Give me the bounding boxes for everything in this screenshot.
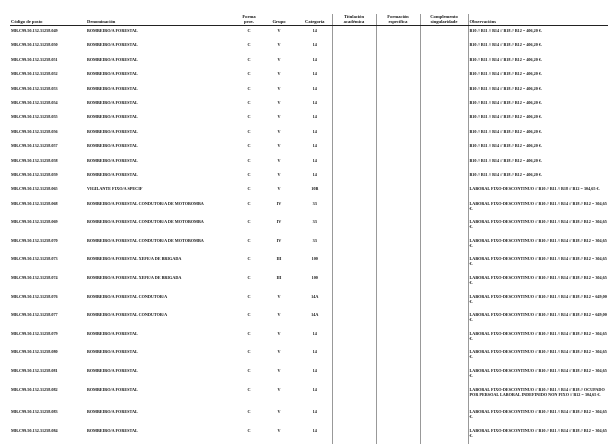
cell-denominacion: BOMBEIRO/A FORESTAL <box>86 329 238 348</box>
cell-complemento <box>420 426 468 444</box>
cell-observaciones: B10 // B11 // B14 // B18 // B12 = 406,20 €. <box>468 141 608 155</box>
cell-titulacion <box>332 236 376 255</box>
cell-grupo: V <box>260 407 298 426</box>
cell-formacion <box>376 170 420 184</box>
cell-formacion <box>376 385 420 407</box>
posts-table <box>10 14 608 444</box>
cell-categoria: 14 <box>298 127 332 141</box>
header-categoria: Categoría <box>298 14 332 26</box>
cell-formacion <box>376 310 420 329</box>
cell-denominacion: BOMBEIRO/A FORESTAL <box>86 98 238 112</box>
cell-titulacion <box>332 199 376 218</box>
cell-denominacion: BOMBEIRO/A FORESTAL XEFE/A DE BRIGADA <box>86 273 238 292</box>
cell-grupo: V <box>260 385 298 407</box>
cell-formacion <box>376 217 420 236</box>
cell-codigo: MR.C99.50.132.31258.083 <box>10 407 86 426</box>
cell-categoria: 33 <box>298 217 332 236</box>
cell-forma: C <box>238 156 260 170</box>
cell-categoria: 14 <box>298 55 332 69</box>
table-row <box>10 127 608 141</box>
cell-complemento <box>420 127 468 141</box>
cell-denominacion: BOMBEIRO/A FORESTAL CONDUTOR/A DE MOTOBOMBA <box>86 217 238 236</box>
cell-codigo: MR.C99.50.132.31258.069 <box>10 217 86 236</box>
cell-forma: C <box>238 426 260 444</box>
table-row <box>10 347 608 366</box>
cell-titulacion <box>332 292 376 311</box>
cell-complemento <box>420 84 468 98</box>
cell-denominacion: BOMBEIRO/A FORESTAL <box>86 426 238 444</box>
cell-complemento <box>420 254 468 273</box>
cell-forma: C <box>238 347 260 366</box>
cell-categoria: 14 <box>298 26 332 41</box>
table-row <box>10 156 608 170</box>
cell-formacion <box>376 40 420 54</box>
table-row <box>10 329 608 348</box>
cell-denominacion: VIGILANTE FIXO/A SPECIF <box>86 184 238 198</box>
cell-titulacion <box>332 170 376 184</box>
cell-denominacion: BOMBEIRO/A FORESTAL CONDUTOR/A DE MOTOBOMBA <box>86 199 238 218</box>
cell-forma: C <box>238 310 260 329</box>
cell-grupo: V <box>260 55 298 69</box>
cell-codigo: MR.C99.50.132.31258.082 <box>10 385 86 407</box>
cell-titulacion <box>332 112 376 126</box>
cell-complemento <box>420 40 468 54</box>
cell-denominacion: BOMBEIRO/A FORESTAL <box>86 156 238 170</box>
cell-denominacion: BOMBEIRO/A FORESTAL XEFE/A DE BRIGADA <box>86 254 238 273</box>
cell-formacion <box>376 127 420 141</box>
cell-complemento <box>420 55 468 69</box>
cell-complemento <box>420 184 468 198</box>
table-row <box>10 254 608 273</box>
cell-forma: C <box>238 385 260 407</box>
table-row <box>10 366 608 385</box>
cell-forma: C <box>238 84 260 98</box>
cell-titulacion <box>332 426 376 444</box>
cell-grupo: V <box>260 184 298 198</box>
cell-codigo: MR.C99.50.132.31258.074 <box>10 273 86 292</box>
cell-forma: C <box>238 40 260 54</box>
cell-titulacion <box>332 273 376 292</box>
cell-codigo: MR.C99.50.132.31258.076 <box>10 292 86 311</box>
cell-forma: C <box>238 55 260 69</box>
cell-grupo: V <box>260 366 298 385</box>
cell-categoria: 14 <box>298 156 332 170</box>
cell-forma: C <box>238 236 260 255</box>
cell-complemento <box>420 407 468 426</box>
cell-titulacion <box>332 26 376 41</box>
table-row <box>10 236 608 255</box>
cell-categoria: 100 <box>298 254 332 273</box>
cell-categoria: 33 <box>298 199 332 218</box>
cell-categoria: 14 <box>298 407 332 426</box>
cell-grupo: V <box>260 156 298 170</box>
cell-denominacion: BOMBEIRO/A FORESTAL <box>86 40 238 54</box>
table-row <box>10 98 608 112</box>
cell-grupo: V <box>260 170 298 184</box>
cell-titulacion <box>332 156 376 170</box>
cell-observaciones: B10 // B11 // B14 // B18 // B12 = 406,20 €. <box>468 26 608 41</box>
cell-grupo: IV <box>260 199 298 218</box>
cell-categoria: 14 <box>298 112 332 126</box>
table-row <box>10 55 608 69</box>
cell-complemento <box>420 112 468 126</box>
cell-observaciones: LABORAL FIXO-DESCONTINUO // B10 // B11 // B14 // B18 // B12 = 304,65 €. <box>468 254 608 273</box>
cell-denominacion: BOMBEIRO/A FORESTAL <box>86 127 238 141</box>
cell-forma: C <box>238 127 260 141</box>
cell-grupo: V <box>260 426 298 444</box>
cell-denominacion: BOMBEIRO/A FORESTAL <box>86 55 238 69</box>
cell-denominacion: BOMBEIRO/A FORESTAL CONDUTOR/A <box>86 310 238 329</box>
cell-formacion <box>376 254 420 273</box>
cell-formacion <box>376 347 420 366</box>
cell-denominacion: BOMBEIRO/A FORESTAL <box>86 141 238 155</box>
cell-titulacion <box>332 347 376 366</box>
cell-grupo: III <box>260 254 298 273</box>
cell-categoria: 14 <box>298 98 332 112</box>
cell-observaciones: LABORAL FIXO-DESCONTINUO // B10 // B11 // B14 // B18 // B12 = 304,65 €. <box>468 199 608 218</box>
cell-observaciones: LABORAL FIXO-DESCONTINUO // B10 // B11 // B14 // B18 // B12 = 304,65 €. <box>468 273 608 292</box>
table-row <box>10 385 608 407</box>
cell-codigo: MR.C99.50.132.31258.055 <box>10 112 86 126</box>
cell-titulacion <box>332 254 376 273</box>
cell-titulacion <box>332 310 376 329</box>
table-row <box>10 217 608 236</box>
cell-codigo: MR.C99.50.132.31258.080 <box>10 347 86 366</box>
cell-forma: C <box>238 366 260 385</box>
cell-observaciones: B10 // B11 // B14 // B18 // B12 = 406,20 €. <box>468 127 608 141</box>
cell-codigo: MR.C99.50.132.31258.054 <box>10 98 86 112</box>
cell-observaciones: B10 // B11 // B14 // B18 // B12 = 406,20 €. <box>468 156 608 170</box>
cell-grupo: V <box>260 98 298 112</box>
cell-formacion <box>376 426 420 444</box>
cell-observaciones: LABORAL FIXO-DESCONTINUO // B10 // B11 // B14 // B18 // B12 = 304,65 €. <box>468 366 608 385</box>
cell-titulacion <box>332 55 376 69</box>
cell-categoria: 14 <box>298 84 332 98</box>
cell-formacion <box>376 98 420 112</box>
table-row <box>10 141 608 155</box>
cell-grupo: V <box>260 26 298 41</box>
cell-observaciones: B10 // B11 // B14 // B18 // B12 = 406,20 €. <box>468 40 608 54</box>
header-formacion: Formación específica <box>376 14 420 26</box>
cell-codigo: MR.C99.50.132.31258.065 <box>10 184 86 198</box>
cell-observaciones: LABORAL FIXO-DESCONTINUO // B10 // B11 // B14 // B18 // B12 = 304,65 €. <box>468 236 608 255</box>
cell-complemento <box>420 98 468 112</box>
cell-observaciones: LABORAL FIXO-DESCONTINUO // B10 // B11 // B18 // B12 = 304,65 €. <box>468 184 608 198</box>
cell-denominacion: BOMBEIRO/A FORESTAL <box>86 84 238 98</box>
cell-complemento <box>420 347 468 366</box>
header-forma: Forma prov. <box>238 14 260 26</box>
table-row <box>10 184 608 198</box>
cell-complemento <box>420 292 468 311</box>
table-row <box>10 26 608 41</box>
cell-codigo: MR.C99.50.132.31258.051 <box>10 55 86 69</box>
cell-complemento <box>420 366 468 385</box>
cell-grupo: V <box>260 40 298 54</box>
cell-codigo: MR.C99.50.132.31258.084 <box>10 426 86 444</box>
table-row <box>10 170 608 184</box>
cell-grupo: III <box>260 273 298 292</box>
table-row <box>10 69 608 83</box>
cell-categoria: 10B <box>298 184 332 198</box>
cell-denominacion: BOMBEIRO/A FORESTAL CONDUTOR/A DE MOTOBOMBA <box>86 236 238 255</box>
cell-titulacion <box>332 329 376 348</box>
cell-categoria: 14 <box>298 426 332 444</box>
cell-categoria: 14 <box>298 347 332 366</box>
table-row <box>10 273 608 292</box>
cell-forma: C <box>238 292 260 311</box>
cell-denominacion: BOMBEIRO/A FORESTAL <box>86 26 238 41</box>
cell-forma: C <box>238 112 260 126</box>
table-body <box>10 26 608 444</box>
cell-formacion <box>376 184 420 198</box>
cell-titulacion <box>332 127 376 141</box>
cell-denominacion: BOMBEIRO/A FORESTAL <box>86 170 238 184</box>
table-row <box>10 40 608 54</box>
cell-grupo: IV <box>260 236 298 255</box>
cell-complemento <box>420 69 468 83</box>
cell-titulacion <box>332 84 376 98</box>
cell-complemento <box>420 273 468 292</box>
cell-formacion <box>376 55 420 69</box>
cell-formacion <box>376 292 420 311</box>
cell-observaciones: LABORAL FIXO-DESCONTINUO // B10 // B11 // B14 // B18 // B12 = 649,00 €. <box>468 310 608 329</box>
table-row <box>10 84 608 98</box>
cell-categoria: 14A <box>298 292 332 311</box>
cell-grupo: V <box>260 84 298 98</box>
header-complemento: Complemento singularidade <box>420 14 468 26</box>
cell-grupo: V <box>260 112 298 126</box>
cell-observaciones: B10 // B11 // B14 // B18 // B12 = 406,20 €. <box>468 55 608 69</box>
cell-codigo: MR.C99.50.132.31258.050 <box>10 40 86 54</box>
header-titulacion: Titulación académica <box>332 14 376 26</box>
cell-denominacion: BOMBEIRO/A FORESTAL <box>86 69 238 83</box>
cell-forma: C <box>238 98 260 112</box>
cell-formacion <box>376 84 420 98</box>
cell-observaciones: B10 // B11 // B14 // B18 // B12 = 406,20 €. <box>468 112 608 126</box>
cell-forma: C <box>238 69 260 83</box>
cell-denominacion: BOMBEIRO/A FORESTAL <box>86 407 238 426</box>
header-grupo: Grupo <box>260 14 298 26</box>
cell-codigo: MR.C99.50.132.31258.073 <box>10 254 86 273</box>
cell-formacion <box>376 273 420 292</box>
cell-codigo: MR.C99.50.132.31258.058 <box>10 156 86 170</box>
table-row <box>10 310 608 329</box>
cell-formacion <box>376 407 420 426</box>
cell-formacion <box>376 141 420 155</box>
cell-codigo: MR.C99.50.132.31258.057 <box>10 141 86 155</box>
cell-observaciones: B10 // B11 // B14 // B18 // B12 = 406,20 €. <box>468 69 608 83</box>
cell-codigo: MR.C99.50.132.31258.077 <box>10 310 86 329</box>
cell-grupo: V <box>260 329 298 348</box>
cell-complemento <box>420 310 468 329</box>
cell-titulacion <box>332 40 376 54</box>
cell-grupo: V <box>260 347 298 366</box>
header-denominacion: Denominación <box>86 14 238 26</box>
cell-formacion <box>376 199 420 218</box>
cell-categoria: 14 <box>298 69 332 83</box>
cell-observaciones: LABORAL FIXO-DESCONTINUO // B10 // B11 // B14 // B18 // B12 = 649,00 €. <box>468 292 608 311</box>
cell-codigo: MR.C99.50.132.31258.056 <box>10 127 86 141</box>
cell-grupo: V <box>260 141 298 155</box>
cell-codigo: MR.C99.50.132.31258.049 <box>10 26 86 41</box>
cell-forma: C <box>238 141 260 155</box>
cell-codigo: MR.C99.50.132.31258.081 <box>10 366 86 385</box>
cell-forma: C <box>238 184 260 198</box>
cell-titulacion <box>332 184 376 198</box>
cell-complemento <box>420 199 468 218</box>
cell-codigo: MR.C99.50.132.31258.068 <box>10 199 86 218</box>
cell-categoria: 14 <box>298 141 332 155</box>
cell-forma: C <box>238 407 260 426</box>
cell-categoria: 100 <box>298 273 332 292</box>
cell-observaciones: LABORAL FIXO-DESCONTINUO // B10 // B11 // B14 // B18 // OCUPADO POR PERSOAL LABORAL INDEFINIDO NON FIXO // B12 = 304,65 €. <box>468 385 608 407</box>
table-header-row <box>10 14 608 26</box>
cell-observaciones: B10 // B11 // B14 // B18 // B12 = 406,20 €. <box>468 84 608 98</box>
cell-complemento <box>420 170 468 184</box>
cell-forma: C <box>238 273 260 292</box>
cell-complemento <box>420 141 468 155</box>
cell-formacion <box>376 69 420 83</box>
cell-codigo: MR.C99.50.132.31258.052 <box>10 69 86 83</box>
cell-grupo: V <box>260 69 298 83</box>
cell-formacion <box>376 156 420 170</box>
cell-titulacion <box>332 385 376 407</box>
cell-formacion <box>376 26 420 41</box>
cell-codigo: MR.C99.50.132.31258.053 <box>10 84 86 98</box>
cell-titulacion <box>332 366 376 385</box>
cell-observaciones: LABORAL FIXO-DESCONTINUO // B10 // B11 // B14 // B18 // B12 = 304,65 €. <box>468 347 608 366</box>
cell-observaciones: LABORAL FIXO-DESCONTINUO // B10 // B11 // B14 // B18 // B12 = 304,65 €. <box>468 407 608 426</box>
cell-formacion <box>376 329 420 348</box>
cell-codigo: MR.C99.50.132.31258.070 <box>10 236 86 255</box>
cell-categoria: 14 <box>298 366 332 385</box>
cell-codigo: MR.C99.50.132.31258.059 <box>10 170 86 184</box>
cell-formacion <box>376 366 420 385</box>
cell-observaciones: LABORAL FIXO-DESCONTINUO // B10 // B11 // B14 // B18 // B12 = 304,65 €. <box>468 329 608 348</box>
cell-categoria: 14A <box>298 310 332 329</box>
cell-grupo: V <box>260 127 298 141</box>
cell-observaciones: LABORAL FIXO-DESCONTINUO // B10 // B11 // B14 // B18 // B12 = 304,65 €. <box>468 426 608 444</box>
cell-categoria: 14 <box>298 40 332 54</box>
cell-denominacion: BOMBEIRO/A FORESTAL <box>86 366 238 385</box>
header-codigo: Código de posto <box>10 14 86 26</box>
cell-categoria: 14 <box>298 385 332 407</box>
cell-formacion <box>376 112 420 126</box>
cell-observaciones: B10 // B11 // B14 // B18 // B12 = 406,20 €. <box>468 170 608 184</box>
cell-denominacion: BOMBEIRO/A FORESTAL <box>86 347 238 366</box>
cell-forma: C <box>238 199 260 218</box>
cell-titulacion <box>332 217 376 236</box>
cell-observaciones: B10 // B11 // B14 // B18 // B12 = 406,20 €. <box>468 98 608 112</box>
table-row <box>10 292 608 311</box>
cell-forma: C <box>238 170 260 184</box>
cell-forma: C <box>238 217 260 236</box>
cell-complemento <box>420 236 468 255</box>
table-row <box>10 407 608 426</box>
header-observaciones: Observacións <box>468 14 608 26</box>
cell-grupo: V <box>260 310 298 329</box>
cell-formacion <box>376 236 420 255</box>
cell-categoria: 33 <box>298 236 332 255</box>
cell-grupo: IV <box>260 217 298 236</box>
cell-observaciones: LABORAL FIXO-DESCONTINUO // B10 // B11 // B14 // B18 // B12 = 304,65 €. <box>468 217 608 236</box>
cell-forma: C <box>238 329 260 348</box>
cell-titulacion <box>332 69 376 83</box>
cell-titulacion <box>332 407 376 426</box>
cell-categoria: 14 <box>298 170 332 184</box>
cell-denominacion: BOMBEIRO/A FORESTAL <box>86 112 238 126</box>
cell-complemento <box>420 26 468 41</box>
cell-complemento <box>420 329 468 348</box>
cell-denominacion: BOMBEIRO/A FORESTAL <box>86 385 238 407</box>
cell-forma: C <box>238 254 260 273</box>
cell-complemento <box>420 385 468 407</box>
cell-complemento <box>420 217 468 236</box>
cell-forma: C <box>238 26 260 41</box>
cell-complemento <box>420 156 468 170</box>
cell-denominacion: BOMBEIRO/A FORESTAL CONDUTOR/A <box>86 292 238 311</box>
cell-titulacion <box>332 98 376 112</box>
table-row <box>10 112 608 126</box>
cell-codigo: MR.C99.50.132.31258.079 <box>10 329 86 348</box>
cell-titulacion <box>332 141 376 155</box>
cell-grupo: V <box>260 292 298 311</box>
table-row <box>10 426 608 444</box>
table-row <box>10 199 608 218</box>
cell-categoria: 14 <box>298 329 332 348</box>
